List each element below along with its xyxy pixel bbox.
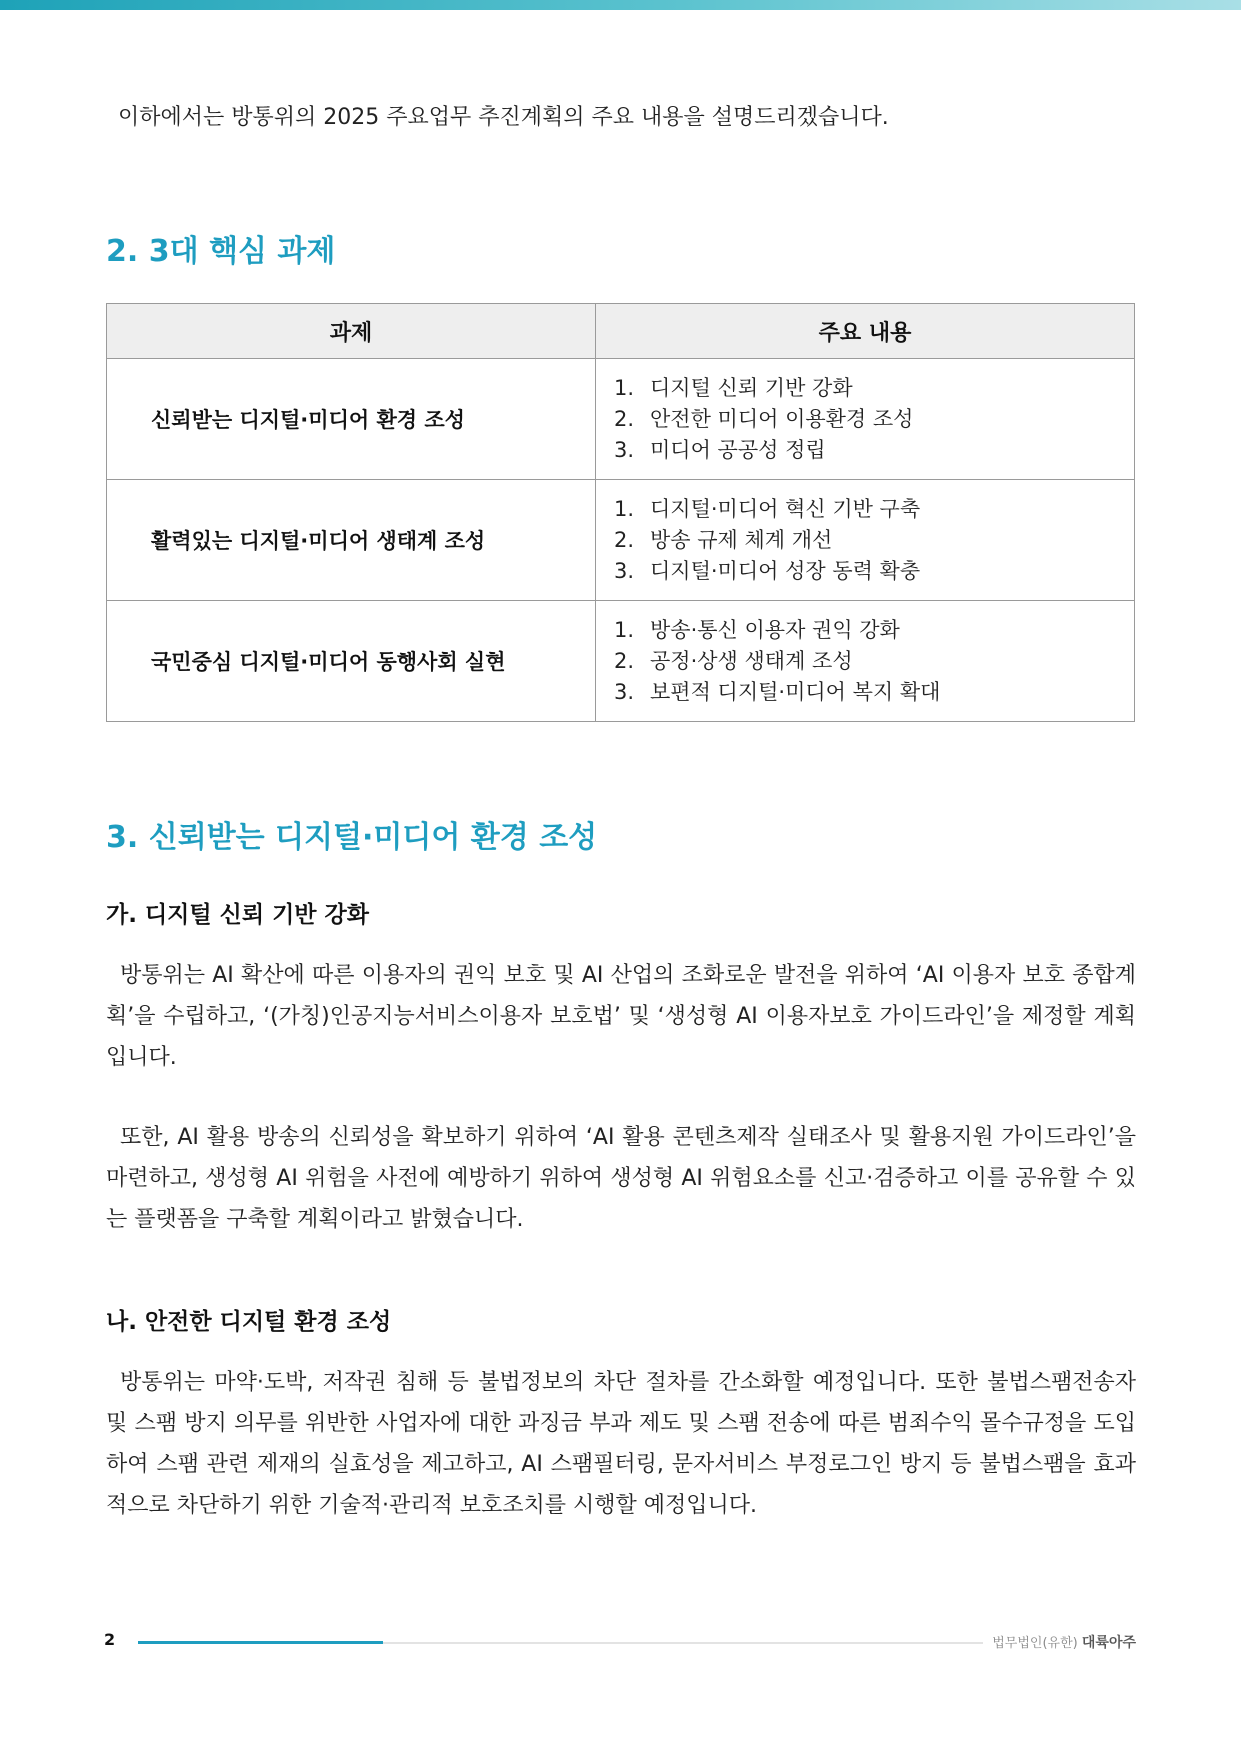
list-text: 디지털·미디어 성장 동력 확충	[650, 558, 921, 583]
contents-list	[612, 494, 1133, 587]
task-cell: 신뢰받는 디지털·미디어 환경 조성	[107, 359, 596, 480]
section-2-title: 2. 3대 핵심 과제	[106, 234, 336, 269]
subsection-a-paragraph-2: 또한, AI 활용 방송의 신뢰성을 확보하기 위하여 ‘AI 활용 콘텐츠제작 실태조사 및 활용지원 가이드라인’을 마련하고, 생성형 AI 위험을 사전에 예방하기 위하여 생성형 AI 위험요소를 신고·검증하고 이를 공유할 수 있는 플랫폼을 구축할 계획이라고 밝혔습니다.	[106, 1125, 1136, 1232]
task-cell: 활력있는 디지털·미디어 생태계 조성	[107, 480, 596, 601]
contents-list	[612, 373, 1133, 466]
list-number: 1.	[614, 375, 635, 400]
list-number: 3.	[614, 679, 635, 704]
list-text: 디지털·미디어 혁신 기반 구축	[650, 496, 921, 521]
list-text: 보편적 디지털·미디어 복지 확대	[650, 679, 941, 704]
page-number: 2	[104, 1630, 116, 1649]
list-item	[612, 615, 1133, 646]
list-number: 3.	[614, 437, 635, 462]
list-item	[612, 404, 1133, 435]
core-tasks-table	[106, 303, 1135, 722]
list-text: 방송·통신 이용자 권익 강화	[650, 617, 900, 642]
list-number: 1.	[614, 496, 635, 521]
table-row	[107, 480, 1135, 601]
footer-divider-accent	[138, 1641, 383, 1644]
contents-cell	[596, 480, 1135, 601]
contents-list	[612, 615, 1133, 708]
list-item	[612, 677, 1133, 708]
list-text: 미디어 공공성 정립	[650, 437, 826, 462]
table-header-contents: 주요 내용	[596, 304, 1135, 359]
list-item	[612, 646, 1133, 677]
list-text: 방송 규제 체계 개선	[650, 527, 833, 552]
list-number: 2.	[614, 648, 635, 673]
firm-name: 대륙아주	[1081, 1635, 1136, 1651]
subsection-a-paragraph-1: 방통위는 AI 확산에 따른 이용자의 권익 보호 및 AI 산업의 조화로운 발전을 위하여 ‘AI 이용자 보호 종합계획’을 수립하고, ‘(가칭)인공지능서비스이용자 보호법’ 및 ‘생성형 AI 이용자보호 가이드라인’을 제정할 계획입니다.	[106, 963, 1136, 1070]
subsection-b-title: 나. 안전한 디지털 환경 조성	[106, 1309, 392, 1335]
list-text: 디지털 신뢰 기반 강화	[650, 375, 853, 400]
task-cell: 국민중심 디지털·미디어 동행사회 실현	[107, 601, 596, 722]
contents-cell	[596, 601, 1135, 722]
list-item	[612, 556, 1133, 587]
list-number: 2.	[614, 406, 635, 431]
section-3-title: 3. 신뢰받는 디지털·미디어 환경 조성	[106, 820, 598, 855]
list-number: 1.	[614, 617, 635, 642]
table-header-task: 과제	[107, 304, 596, 359]
table-row	[107, 601, 1135, 722]
table-row	[107, 359, 1135, 480]
subsection-b-paragraph-1: 방통위는 마약·도박, 저작권 침해 등 불법정보의 차단 절차를 간소화할 예정입니다. 또한 불법스팸전송자 및 스팸 방지 의무를 위반한 사업자에 대한 과징금 부과 제도 및 스팸 전송에 따른 범죄수익 몰수규정을 도입하여 스팸 관련 제재의 실효성을 제고하고, AI 스팸필터링, 문자서비스 부정로그인 방지 등 불법스팸을 효과적으로 차단하기 위한 기술적·관리적 보호조치를 시행할 예정입니다.	[106, 1370, 1136, 1518]
list-item	[612, 435, 1133, 466]
contents-cell	[596, 359, 1135, 480]
subsection-a-title: 가. 디지털 신뢰 기반 강화	[106, 902, 369, 928]
table-header-row	[107, 304, 1135, 359]
list-item	[612, 373, 1133, 404]
list-item	[612, 525, 1133, 556]
list-number: 3.	[614, 558, 635, 583]
intro-text: 이하에서는 방통위의 2025 주요업무 추진계획의 주요 내용을 설명드리겠습니다.	[118, 105, 889, 130]
list-text: 안전한 미디어 이용환경 조성	[650, 406, 914, 431]
top-accent-bar	[0, 0, 1241, 10]
firm-brand	[992, 1632, 1136, 1652]
list-item	[612, 494, 1133, 525]
list-number: 2.	[614, 527, 635, 552]
firm-prefix: 법무법인(유한)	[992, 1636, 1078, 1651]
list-text: 공정·상생 생태계 조성	[650, 648, 853, 673]
